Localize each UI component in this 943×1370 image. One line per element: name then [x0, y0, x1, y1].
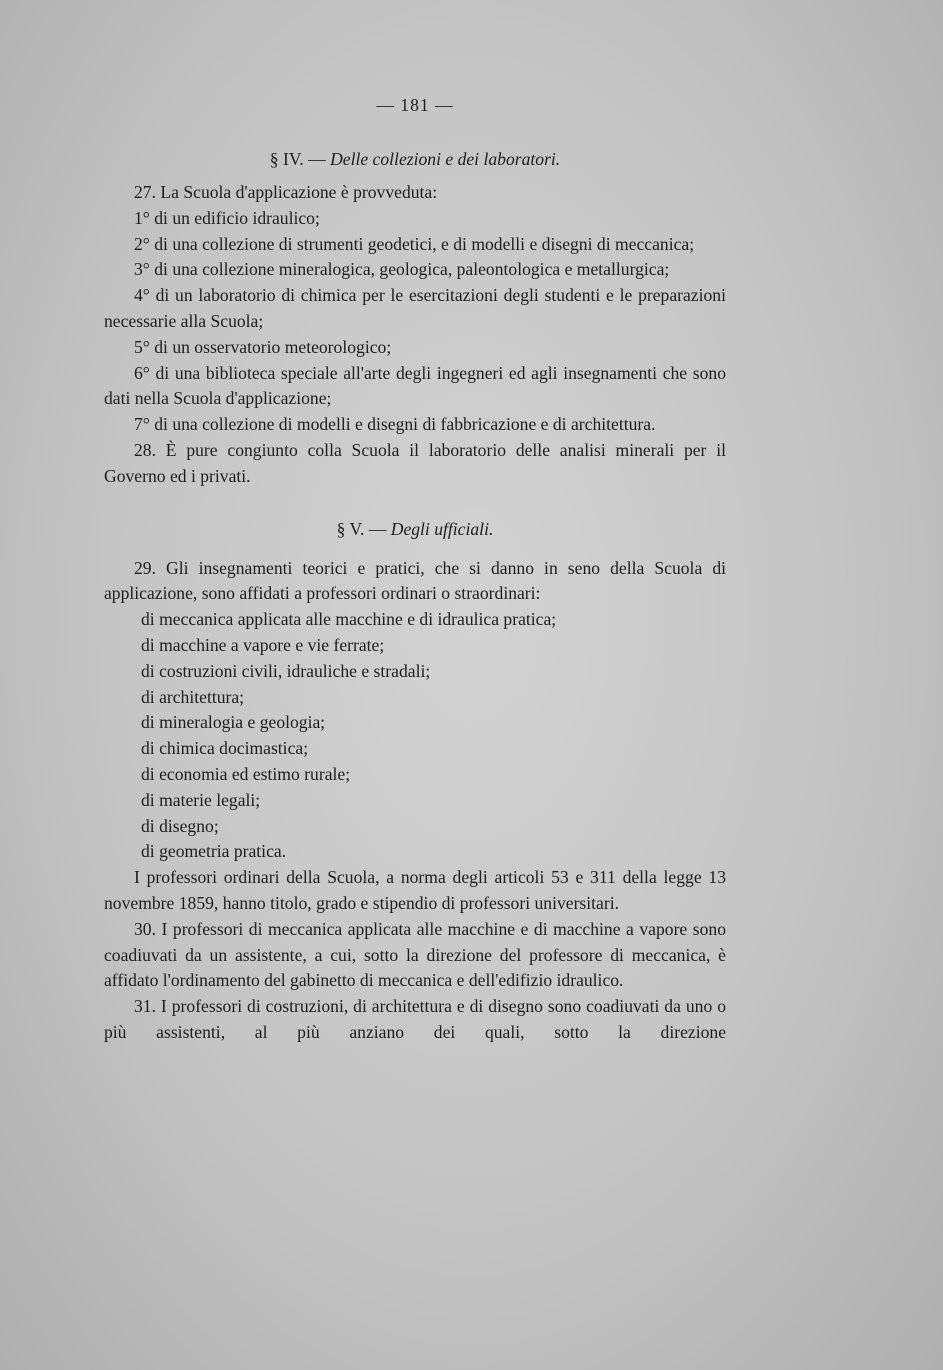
section-v-number: § V. —	[336, 518, 391, 539]
section-iv-title: Delle collezioni e dei laboratori.	[330, 149, 561, 169]
subject-item: di materie legali;	[141, 789, 261, 810]
para-27-intro: 27. La Scuola d'applicazione è provveduta:	[134, 182, 438, 202]
page-text	[104, 88, 726, 1046]
subject-item: di chimica docimastica;	[141, 738, 309, 759]
para-27-item-3: 3° di una collezione mineralogica, geologica, paleontologica e metallurgica;	[134, 259, 670, 280]
para-27-item-2: 2° di una collezione di strumenti geodetici, e di modelli e disegni di meccanica;	[134, 233, 695, 254]
section-v-heading	[104, 514, 726, 544]
subject-item: di macchine a vapore e vie ferrate;	[141, 634, 385, 655]
subject-item: di mineralogia e geologia;	[141, 712, 326, 733]
para-29-intro: 29. Gli insegnamenti teorici e pratici, che si danno in seno della Scuola di applicazione, sono affidati a professori ordinari o straordinari:	[104, 557, 726, 604]
subject-item: di economia ed estimo rurale;	[141, 763, 351, 784]
para-27-item-4: 4° di un laboratorio di chimica per le esercitazioni degli studenti e le preparazioni necessarie alla Scuola;	[104, 285, 726, 331]
page-number: — 181 —	[376, 95, 454, 115]
subject-item: di disegno;	[141, 815, 219, 836]
para-29-closing: I professori ordinari della Scuola, a norma degli articoli 53 e 311 della legge 13 novembre 1859, hanno titolo, grado e stipendio di professori universitari.	[104, 867, 726, 913]
subject-item: di architettura;	[141, 686, 245, 707]
para-31: 31. I professori di costruzioni, di architettura e di disegno sono coadiuvati da uno o più assistenti, al più anziano dei quali, sotto la direzione	[104, 996, 726, 1042]
para-27-item-6: 6° di una biblioteca speciale all'arte degli ingegneri ed agli insegnamenti che sono dati nella Scuola d'applicazione;	[104, 362, 726, 409]
subject-item: di meccanica applicata alle macchine e di idraulica pratica;	[141, 609, 557, 630]
para-27-item-5: 5° di un osservatorio meteorologico;	[134, 336, 392, 357]
subject-item: di costruzioni civili, idrauliche e stradali;	[141, 660, 431, 681]
para-27-item-7: 7° di una collezione di modelli e disegni di fabbricazione e di architettura.	[134, 414, 656, 435]
subject-item: di geometria pratica.	[141, 841, 287, 862]
section-iv-number: § IV. —	[269, 149, 331, 169]
para-28: 28. È pure congiunto colla Scuola il laboratorio delle analisi minerali per il Governo ed i privati.	[104, 439, 726, 486]
para-27-item-1: 1° di un edificio idraulico;	[134, 207, 320, 228]
para-30: 30. I professori di meccanica applicata alle macchine e di macchine a vapore sono coadiuvati da un assistente, a cui, sotto la direzione del professore di meccanica, è affidato l'ordinamento del gabinetto di meccanica e dell'edifizio idraulico.	[104, 918, 726, 991]
section-v-title: Degli ufficiali.	[390, 518, 494, 539]
section-iv-heading	[104, 144, 726, 174]
